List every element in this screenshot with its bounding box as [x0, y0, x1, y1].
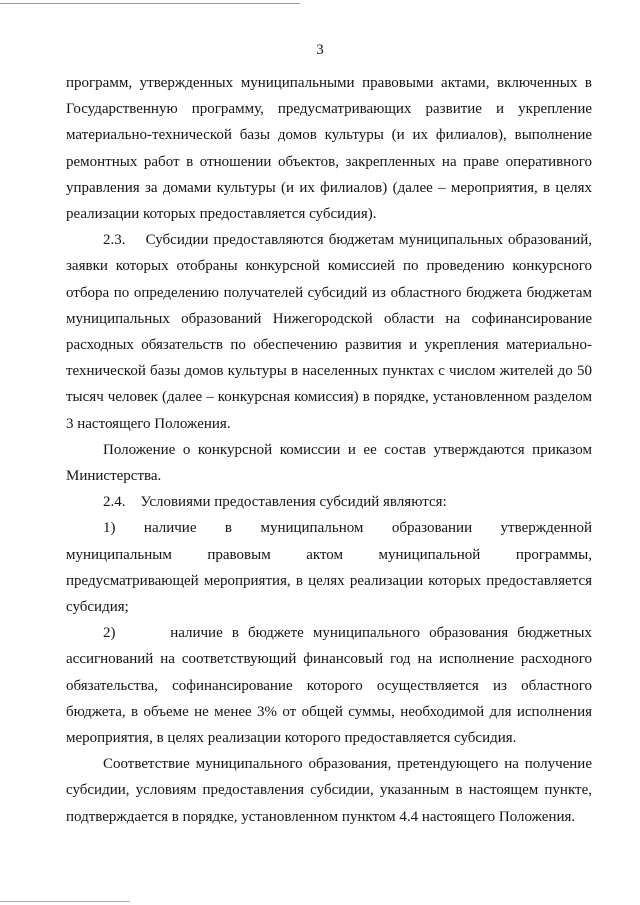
paragraph-2-3 [66, 227, 592, 437]
paragraph-compliance: Соответствие муниципального образования, претендующего на получение субсидии, условиям предоставления субсидии, указанным в настоящем пункте, подтверждается в порядке, установленном пунктом 4.4 настоящего Положения. [66, 756, 592, 825]
clause-number-2-3: 2.3. [103, 232, 126, 249]
paragraph-commission-regulation: Положение о конкурсной комиссии и ее состав утверждаются приказом Министерства. [66, 441, 592, 485]
condition-1-line-2: муниципальным правовым актом муниципальной программы, [66, 546, 592, 563]
scan-edge-line-top [0, 3, 300, 4]
condition-1-rest: предусматривающей мероприятия, в целях реализации которых предоставляется субсидия; [66, 572, 592, 616]
condition-item-2 [66, 620, 592, 751]
condition-item-1 [66, 515, 592, 620]
condition-1-line-1: 1) наличие в муниципальном образовании утвержденной [103, 520, 592, 537]
condition-text-2: наличие в бюджете муниципального образования бюджетных ассигнований на соответствующий финансовый год на исполнение расходного обязательства, софинансирование которого осуществляется из областного бюджета, в объеме не менее 3% от общей суммы, необходимой для исполнения мероприятия, в целях реализации которого предоставляется субсидия. [66, 625, 593, 747]
clause-text-2-3: Субсидии предоставляются бюджетам муниципальных образований, заявки которых отобраны конкурсной комиссией по проведению конкурсного отбора по определению получателей субсидий из областного бюджета бюджетам муниципальных образований Нижегородской области на софинансирование расходных обязательств по обеспечению развития и укрепления материально-технической базы домов культуры в населенных пунктах с числом жителей до 50 тысяч человек (далее – конкурсная комиссия) в порядке, установленном разделом 3 настоящего Положения. [66, 232, 593, 432]
document-body [66, 70, 592, 830]
condition-number-2: 2) [103, 625, 116, 642]
page-number: 3 [316, 42, 324, 58]
paragraph-2-4 [66, 489, 592, 515]
clause-text-2-4: Условиями предоставления субсидий являются: [140, 494, 447, 511]
paragraph-programs-continuation: программ, утвержденных муниципальными правовыми актами, включенных в Государственную программу, предусматривающих развитие и укрепление материально-технической базы домов культуры (и их филиалов), выполнение ремонтных работ в отношении объектов, закрепленных на праве оперативного управления за домами культуры (и их филиалов) (далее – мероприятия, в целях реализации которых предоставляется субсидия). [66, 75, 592, 223]
clause-number-2-4: 2.4. [103, 494, 126, 511]
scan-edge-line-bottom [0, 901, 130, 902]
